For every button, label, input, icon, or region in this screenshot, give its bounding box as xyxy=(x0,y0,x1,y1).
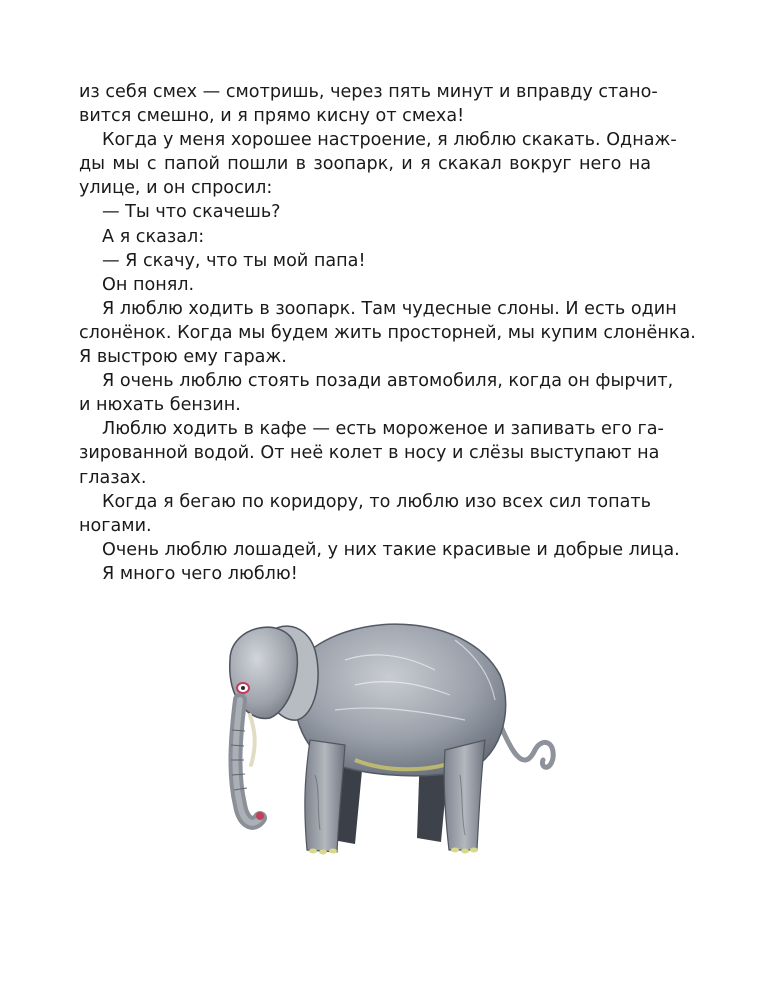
text-line: — Я скачу, что ты мой папа! xyxy=(102,250,366,271)
text-line: Он понял. xyxy=(102,274,195,295)
text-line: Люблю ходить в кафе — есть мороженое и запивать его га- xyxy=(102,419,664,440)
text-line: и нюхать бензин. xyxy=(79,395,241,416)
text-line: улице, и он спросил: xyxy=(79,178,273,199)
text-line: Очень люблю лошадей, у них такие красивые и добрые лица. xyxy=(102,539,680,560)
text-line: глазах. xyxy=(79,467,147,488)
text-line: из себя смех — смотришь, через пять минут и вправду стано- xyxy=(79,82,658,102)
text-line: вится смешно, и я прямо кисну от смеха! xyxy=(79,106,465,127)
text-line: Когда я бегаю по коридору, то люблю изо всех сил топать xyxy=(102,491,651,512)
elephant-illustration xyxy=(205,600,565,870)
text-line: Когда у меня хорошее настроение, я люблю скакать. Однаж- xyxy=(102,130,677,151)
text-line: ногами. xyxy=(79,515,152,536)
text-line: зированной водой. От неё колет в носу и слёзы выступают на xyxy=(79,443,660,464)
text-line: Я выстрою ему гараж. xyxy=(79,347,287,368)
text-line: Я много чего люблю! xyxy=(102,563,298,584)
trunk-tip xyxy=(256,812,264,820)
elephant-tusk xyxy=(250,715,255,765)
text-line: Я люблю ходить в зоопарк. Там чудесные слоны. И есть один xyxy=(102,298,677,319)
text-line: А я сказал: xyxy=(102,226,205,247)
text-line: слонёнок. Когда мы будем жить просторней, мы купим слонёнка. xyxy=(79,322,696,343)
text-line: Я очень люблю стоять позади автомобиля, когда он фырчит, xyxy=(102,371,674,392)
story-text xyxy=(79,80,696,586)
text-line: — Ты что скачешь? xyxy=(102,202,281,223)
text-line: ды мы с папой пошли в зоопарк, и я скакал вокруг него на xyxy=(79,154,651,175)
